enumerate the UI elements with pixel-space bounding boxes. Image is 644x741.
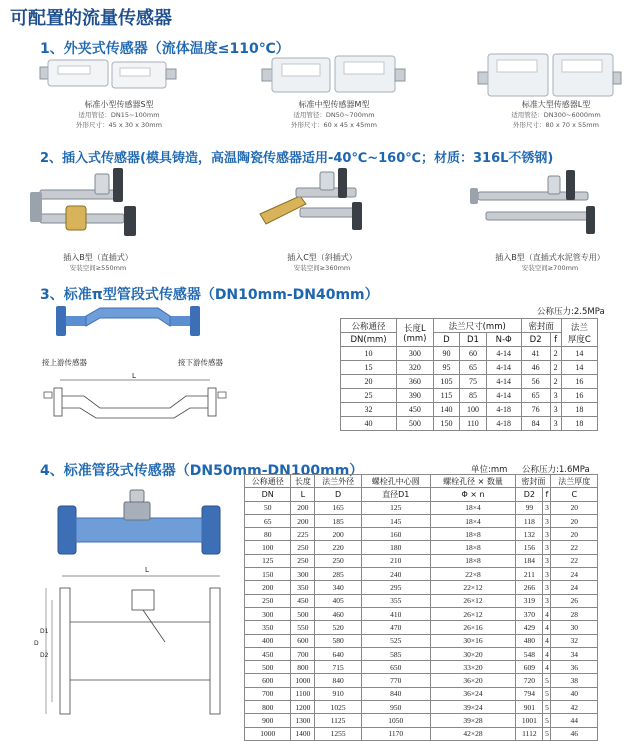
pi-header-dn-unit: DN(mm) xyxy=(341,333,397,347)
table-cell: 40 xyxy=(341,417,397,431)
table-cell: 266 xyxy=(516,581,543,594)
table-row xyxy=(341,361,598,375)
table-cell: 720 xyxy=(516,674,543,687)
table-cell: 3 xyxy=(550,389,561,403)
table-cell: 20 xyxy=(551,514,598,527)
table-cell: 715 xyxy=(315,661,361,674)
insertion-b-image xyxy=(30,168,136,236)
table-cell: 3 xyxy=(543,594,551,607)
table-cell: 180 xyxy=(361,541,430,554)
table-cell: 105 xyxy=(433,375,460,389)
table-cell: 1255 xyxy=(315,727,361,740)
table-cell: 18×4 xyxy=(430,501,516,514)
pi-sub-d2: D2 xyxy=(521,333,550,347)
table-cell: 520 xyxy=(315,621,361,634)
table-row xyxy=(245,541,598,554)
pipe-drawing-d1-label: D1 xyxy=(40,628,49,635)
table-row xyxy=(245,568,598,581)
table-cell: 100 xyxy=(460,403,487,417)
table-row xyxy=(245,594,598,607)
table-cell: 240 xyxy=(361,568,430,581)
table-cell: 46 xyxy=(551,727,598,740)
table-cell: 22 xyxy=(551,554,598,567)
table-cell: 550 xyxy=(291,621,315,634)
table-row xyxy=(245,581,598,594)
table-cell: 1400 xyxy=(291,727,315,740)
pi-pipe-drawing xyxy=(40,374,230,432)
table-row xyxy=(245,661,598,674)
table-cell: 42 xyxy=(551,701,598,714)
table-row xyxy=(245,647,598,660)
pipe-header-len: 长度 xyxy=(291,475,315,488)
table-cell: 18 xyxy=(561,403,597,417)
table-cell: 250 xyxy=(291,554,315,567)
table-cell: 30×16 xyxy=(430,634,516,647)
table-cell: 4-14 xyxy=(486,361,521,375)
table-cell: 18 xyxy=(561,417,597,431)
table-cell: 200 xyxy=(291,501,315,514)
table-cell: 118 xyxy=(516,514,543,527)
table-cell: 580 xyxy=(315,634,361,647)
table-cell: 250 xyxy=(315,554,361,567)
table-cell: 140 xyxy=(433,403,460,417)
table-cell: 90 xyxy=(433,347,460,361)
pipe-drawing-l-label: L xyxy=(145,566,149,574)
clamp-l-caption: 标准大型传感器L型 适用管径：DN300~6000mm 外形尺寸：80 x 70 x 55mm xyxy=(511,100,601,129)
table-row xyxy=(245,501,598,514)
table-cell: 295 xyxy=(361,581,430,594)
pi-downstream-label: 接下游传感器 xyxy=(178,358,223,367)
table-cell: 700 xyxy=(291,647,315,660)
table-cell: 4 xyxy=(543,621,551,634)
pipe-sub-l: L xyxy=(291,488,315,501)
table-row xyxy=(245,528,598,541)
table-cell: 950 xyxy=(361,701,430,714)
insertion-c-caption: 插入C型（斜插式） 安装空间≥360mm xyxy=(287,253,357,272)
table-cell: 33×20 xyxy=(430,661,516,674)
table-row xyxy=(245,554,598,567)
table-cell: 840 xyxy=(361,687,430,700)
table-cell: 34 xyxy=(551,647,598,660)
table-cell: 350 xyxy=(291,581,315,594)
table-cell: 390 xyxy=(397,389,434,403)
pipe-sub-bolt: Φ × n xyxy=(430,488,516,501)
table-cell: 156 xyxy=(516,541,543,554)
table-cell: 84 xyxy=(521,417,550,431)
table-cell: 15 xyxy=(341,361,397,375)
page-title: 可配置的流量传感器 xyxy=(10,8,172,29)
table-cell: 5 xyxy=(543,687,551,700)
table-cell: 210 xyxy=(361,554,430,567)
table-row xyxy=(245,607,598,620)
table-cell: 585 xyxy=(361,647,430,660)
table-cell: 39×28 xyxy=(430,714,516,727)
table-cell: 24 xyxy=(551,581,598,594)
table-cell: 5 xyxy=(543,674,551,687)
table-cell: 1112 xyxy=(516,727,543,740)
table-cell: 700 xyxy=(245,687,291,700)
table-cell: 1100 xyxy=(291,687,315,700)
table-cell: 16 xyxy=(561,389,597,403)
pipe-sub-f: f xyxy=(543,488,551,501)
table-cell: 160 xyxy=(361,528,430,541)
pi-upstream-label: 接上游传感器 xyxy=(42,358,87,367)
table-cell: 1000 xyxy=(291,674,315,687)
table-row xyxy=(341,417,598,431)
table-cell: 2 xyxy=(550,347,561,361)
table-cell: 32 xyxy=(551,634,598,647)
table-cell: 44 xyxy=(551,714,598,727)
table-cell: 400 xyxy=(245,634,291,647)
pipe-pressure: 公称压力:1.6MPa xyxy=(522,465,590,475)
table-cell: 26×12 xyxy=(430,607,516,620)
pipe-header-bolt: 螺栓孔径 × 数量 xyxy=(430,475,516,488)
table-cell: 405 xyxy=(315,594,361,607)
table-cell: 76 xyxy=(521,403,550,417)
table-cell: 900 xyxy=(245,714,291,727)
table-cell: 410 xyxy=(361,607,430,620)
insertion-c-image xyxy=(260,168,362,230)
table-cell: 145 xyxy=(361,514,430,527)
table-row xyxy=(341,375,598,389)
table-cell: 225 xyxy=(291,528,315,541)
clamp-sensor-m-image xyxy=(262,56,405,92)
table-cell: 20 xyxy=(551,501,598,514)
table-cell: 36×20 xyxy=(430,674,516,687)
clamp-s-caption: 标准小型传感器S型 适用管径：DN15~100mm 外形尺寸：45 x 30 x 30mm xyxy=(76,100,162,129)
table-cell: 480 xyxy=(516,634,543,647)
table-cell: 14 xyxy=(561,347,597,361)
table-cell: 30 xyxy=(551,621,598,634)
table-cell: 10 xyxy=(341,347,397,361)
table-cell: 3 xyxy=(543,514,551,527)
table-cell: 1025 xyxy=(315,701,361,714)
pi-table-body xyxy=(341,347,598,431)
table-cell: 18×8 xyxy=(430,528,516,541)
pipe-header-thick: 法兰厚度 xyxy=(551,475,598,488)
section-insertion-heading: 2、插入式传感器(模具铸造，高温陶瓷传感器适用-40℃~160℃；材质：316L不锈钢) xyxy=(40,151,554,166)
table-cell: 18×4 xyxy=(430,514,516,527)
table-cell: 320 xyxy=(397,361,434,375)
table-cell: 26×12 xyxy=(430,594,516,607)
table-row xyxy=(341,403,598,417)
pipe-unit: 单位:mm xyxy=(471,465,508,475)
table-cell: 200 xyxy=(245,581,291,594)
clamp-sensor-l-image xyxy=(478,54,621,96)
table-cell: 95 xyxy=(433,361,460,375)
table-cell: 100 xyxy=(245,541,291,554)
table-cell: 1001 xyxy=(516,714,543,727)
table-cell: 640 xyxy=(315,647,361,660)
table-cell: 3 xyxy=(543,568,551,581)
table-cell: 125 xyxy=(361,501,430,514)
table-cell: 5 xyxy=(543,714,551,727)
pipe-header-d: 法兰外径 xyxy=(315,475,361,488)
table-cell: 39×24 xyxy=(430,701,516,714)
section-pipe-heading: 4、标准管段式传感器（DN50mm-DN100mm） xyxy=(40,463,364,479)
table-cell: 165 xyxy=(315,501,361,514)
table-cell: 18×8 xyxy=(430,541,516,554)
table-cell: 300 xyxy=(397,347,434,361)
table-cell: 4-14 xyxy=(486,389,521,403)
table-cell: 211 xyxy=(516,568,543,581)
pipe-sub-d2: D2 xyxy=(516,488,543,501)
table-cell: 500 xyxy=(291,607,315,620)
table-cell: 24 xyxy=(551,568,598,581)
table-cell: 429 xyxy=(516,621,543,634)
table-cell: 1125 xyxy=(315,714,361,727)
pi-drawing-l-label: L xyxy=(132,372,136,380)
pi-sub-n: N-Φ xyxy=(486,333,521,347)
table-cell: 360 xyxy=(397,375,434,389)
table-cell: 32 xyxy=(341,403,397,417)
table-row xyxy=(245,621,598,634)
pi-sub-f: f xyxy=(550,333,561,347)
table-cell: 99 xyxy=(516,501,543,514)
table-cell: 1170 xyxy=(361,727,430,740)
table-cell: 450 xyxy=(291,594,315,607)
table-cell: 22×12 xyxy=(430,581,516,594)
table-cell: 250 xyxy=(245,594,291,607)
table-cell: 3 xyxy=(550,403,561,417)
table-cell: 65 xyxy=(245,514,291,527)
pipe-spec-table xyxy=(244,474,598,741)
pi-pipe-image xyxy=(40,298,220,356)
table-cell: 184 xyxy=(516,554,543,567)
pipe-sub-d: D xyxy=(315,488,361,501)
table-cell: 20 xyxy=(341,375,397,389)
section-clamp-on-heading: 1、外夹式传感器（流体温度≤110℃） xyxy=(40,41,290,57)
table-cell: 548 xyxy=(516,647,543,660)
pipe-drawing-d2-label: D2 xyxy=(40,652,49,659)
insertion-b-cement-caption: 插入B型（直插式水泥管专用） 安装空间≥700mm xyxy=(495,253,605,272)
table-cell: 5 xyxy=(543,701,551,714)
table-row xyxy=(341,347,598,361)
table-cell: 910 xyxy=(315,687,361,700)
clamp-sensor-s-image xyxy=(40,60,176,88)
table-row xyxy=(245,674,598,687)
table-cell: 1050 xyxy=(361,714,430,727)
pipe-sensor-drawing xyxy=(40,570,240,720)
pipe-sub-d1: 直径D1 xyxy=(361,488,430,501)
pipe-sub-c: C xyxy=(551,488,598,501)
table-row xyxy=(341,389,598,403)
pi-sub-d1: D1 xyxy=(460,333,487,347)
table-cell: 1000 xyxy=(245,727,291,740)
table-cell: 525 xyxy=(361,634,430,647)
table-cell: 500 xyxy=(245,661,291,674)
pipe-drawing-d-label: D xyxy=(34,640,39,647)
table-cell: 370 xyxy=(516,607,543,620)
table-cell: 470 xyxy=(361,621,430,634)
table-cell: 5 xyxy=(543,727,551,740)
table-cell: 2 xyxy=(550,361,561,375)
table-row xyxy=(245,687,598,700)
table-cell: 4 xyxy=(543,607,551,620)
table-row xyxy=(245,727,598,740)
table-cell: 28 xyxy=(551,607,598,620)
table-cell: 110 xyxy=(460,417,487,431)
table-cell: 1300 xyxy=(291,714,315,727)
table-cell: 22 xyxy=(551,541,598,554)
table-cell: 26 xyxy=(551,594,598,607)
pi-header-len: 长度L (mm) xyxy=(397,319,434,347)
table-cell: 50 xyxy=(245,501,291,514)
clamp-m-caption: 标准中型传感器M型 适用管径：DN50~700mm 外形尺寸：60 x 45 x 45mm xyxy=(291,100,377,129)
pi-spec-table xyxy=(340,318,598,431)
table-cell: 46 xyxy=(521,361,550,375)
table-cell: 800 xyxy=(291,661,315,674)
table-cell: 770 xyxy=(361,674,430,687)
table-row xyxy=(245,634,598,647)
table-cell: 840 xyxy=(315,674,361,687)
table-cell: 20 xyxy=(551,528,598,541)
table-cell: 200 xyxy=(291,514,315,527)
table-cell: 25 xyxy=(341,389,397,403)
table-cell: 600 xyxy=(245,674,291,687)
table-cell: 40 xyxy=(551,687,598,700)
pipe-header-d1: 螺栓孔中心圆 xyxy=(361,475,430,488)
table-cell: 4-14 xyxy=(486,347,521,361)
table-cell: 800 xyxy=(245,701,291,714)
table-cell: 4 xyxy=(543,647,551,660)
table-cell: 200 xyxy=(315,528,361,541)
section-pi-heading: 3、标准π型管段式传感器（DN10mm-DN40mm） xyxy=(40,287,379,303)
table-cell: 500 xyxy=(397,417,434,431)
table-cell: 319 xyxy=(516,594,543,607)
pi-pressure: 公称压力:2.5MPa xyxy=(537,307,605,317)
table-cell: 3 xyxy=(550,417,561,431)
table-cell: 30×20 xyxy=(430,647,516,660)
table-cell: 901 xyxy=(516,701,543,714)
table-row xyxy=(245,701,598,714)
clamp-sensor-images xyxy=(0,52,644,102)
table-cell: 1200 xyxy=(291,701,315,714)
pi-header-flange: 法兰尺寸(mm) xyxy=(433,319,521,333)
pi-header-dn: 公称通径 xyxy=(341,319,397,333)
table-cell: 2 xyxy=(550,375,561,389)
pi-sub-d: D xyxy=(433,333,460,347)
table-cell: 355 xyxy=(361,594,430,607)
table-cell: 220 xyxy=(315,541,361,554)
table-cell: 285 xyxy=(315,568,361,581)
table-cell: 3 xyxy=(543,541,551,554)
table-cell: 3 xyxy=(543,501,551,514)
table-cell: 36 xyxy=(551,661,598,674)
table-cell: 450 xyxy=(397,403,434,417)
table-cell: 460 xyxy=(315,607,361,620)
table-cell: 300 xyxy=(245,607,291,620)
table-cell: 4-18 xyxy=(486,417,521,431)
table-cell: 4-18 xyxy=(486,403,521,417)
table-cell: 41 xyxy=(521,347,550,361)
table-cell: 3 xyxy=(543,554,551,567)
table-cell: 650 xyxy=(361,661,430,674)
table-cell: 4 xyxy=(543,661,551,674)
table-cell: 3 xyxy=(543,581,551,594)
table-cell: 75 xyxy=(460,375,487,389)
insertion-sensor-images xyxy=(0,166,644,248)
pi-header-thick: 法兰 厚度C xyxy=(561,319,597,347)
table-cell: 56 xyxy=(521,375,550,389)
table-cell: 300 xyxy=(291,568,315,581)
table-cell: 350 xyxy=(245,621,291,634)
pipe-sub-dn: DN xyxy=(245,488,291,501)
table-cell: 14 xyxy=(561,361,597,375)
table-cell: 38 xyxy=(551,674,598,687)
insertion-b-cement-image xyxy=(470,170,595,234)
table-cell: 115 xyxy=(433,389,460,403)
table-cell: 80 xyxy=(245,528,291,541)
insertion-b-caption: 插入B型（直插式） 安装空间≥550mm xyxy=(63,253,133,272)
table-cell: 150 xyxy=(245,568,291,581)
table-cell: 36×24 xyxy=(430,687,516,700)
table-cell: 22×8 xyxy=(430,568,516,581)
table-cell: 16 xyxy=(561,375,597,389)
table-cell: 42×28 xyxy=(430,727,516,740)
table-cell: 609 xyxy=(516,661,543,674)
pi-header-seal: 密封面 xyxy=(521,319,561,333)
table-cell: 185 xyxy=(315,514,361,527)
pipe-sensor-image xyxy=(40,486,240,566)
table-cell: 3 xyxy=(543,528,551,541)
table-row xyxy=(245,714,598,727)
table-cell: 85 xyxy=(460,389,487,403)
table-cell: 794 xyxy=(516,687,543,700)
table-cell: 65 xyxy=(460,361,487,375)
table-row xyxy=(245,514,598,527)
table-cell: 60 xyxy=(460,347,487,361)
table-cell: 450 xyxy=(245,647,291,660)
table-cell: 125 xyxy=(245,554,291,567)
pipe-header-seal: 密封面 xyxy=(516,475,551,488)
table-cell: 26×16 xyxy=(430,621,516,634)
table-cell: 18×8 xyxy=(430,554,516,567)
table-cell: 4-14 xyxy=(486,375,521,389)
table-cell: 132 xyxy=(516,528,543,541)
pipe-header-dn: 公称通径 xyxy=(245,475,291,488)
table-cell: 340 xyxy=(315,581,361,594)
pipe-table-body xyxy=(245,501,598,740)
table-cell: 600 xyxy=(291,634,315,647)
table-cell: 250 xyxy=(291,541,315,554)
table-cell: 4 xyxy=(543,634,551,647)
table-cell: 150 xyxy=(433,417,460,431)
table-cell: 65 xyxy=(521,389,550,403)
